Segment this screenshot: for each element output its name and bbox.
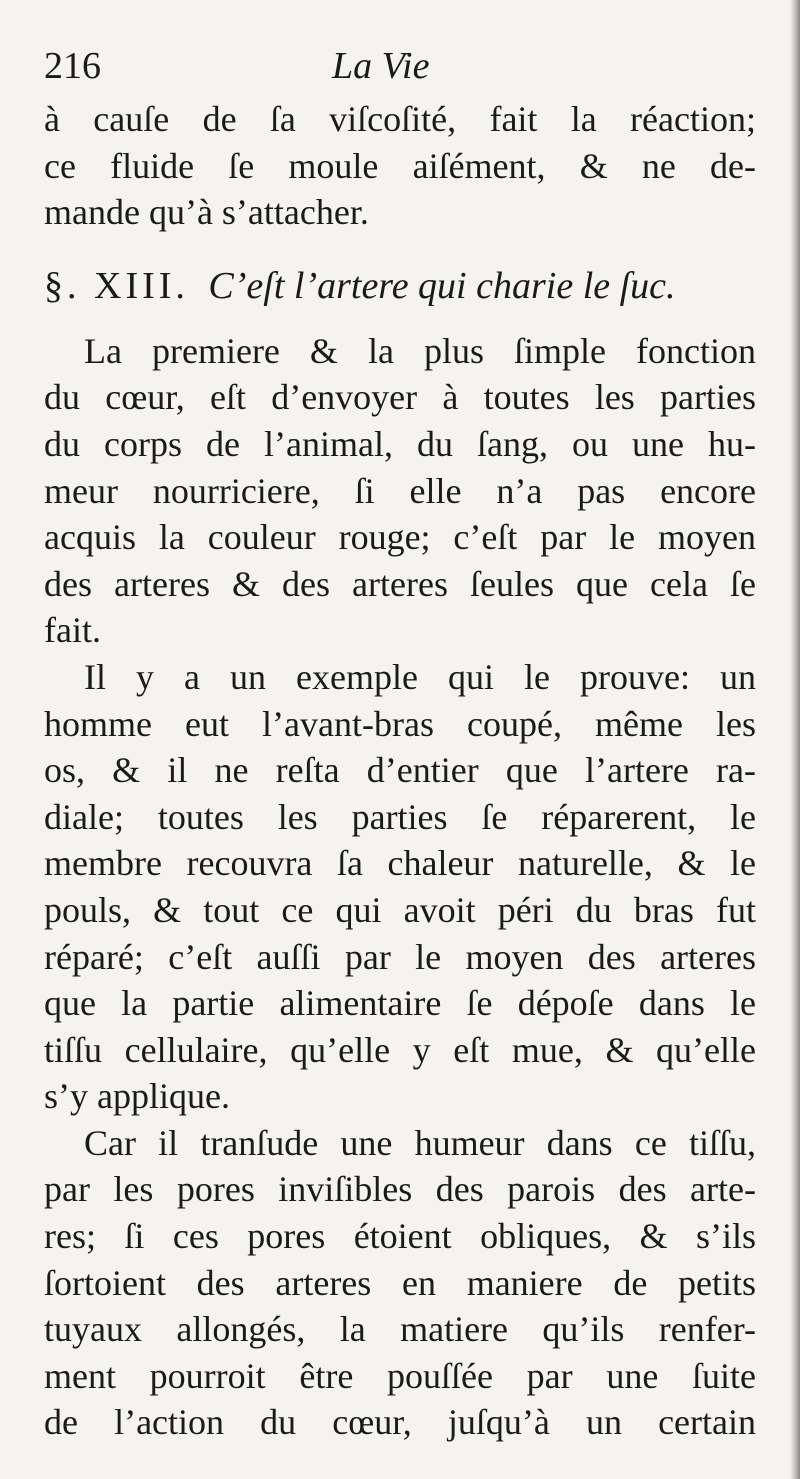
text-line: os, & il ne reſta d’entier que l’artere ra-: [44, 750, 756, 791]
text-line: fait.: [44, 610, 101, 651]
section-heading: [44, 236, 756, 328]
text-line: Il y a un exemple qui le prouve: un: [84, 656, 756, 697]
text-line: des arteres & des arteres ſeules que cela ſe: [44, 563, 756, 604]
page-number: 216: [44, 45, 101, 87]
text-line: diale; toutes les parties ſe réparerent, le: [44, 796, 756, 837]
text-line: ce fluide ſe moule aiſément, & ne de-: [44, 145, 756, 186]
paragraph-3: [44, 1120, 756, 1446]
text-line: meur nourriciere, ſi elle n’a pas encore: [44, 470, 756, 511]
text-line: du cœur, eſt d’envoyer à toutes les parties: [44, 377, 756, 418]
text-line: mande qu’à s’attacher.: [44, 192, 369, 233]
text-line: tuyaux allongés, la matiere qu’ils renfer-: [44, 1309, 756, 1350]
text-line: pouls, & tout ce qui avoit péri du bras fut: [44, 889, 756, 930]
continued-paragraph: [44, 96, 756, 236]
text-line: Car il tranſude une humeur dans ce tiſſu,: [84, 1122, 756, 1163]
text-line: tiſſu cellulaire, qu’elle y eſt mue, & qu’elle: [44, 1029, 756, 1070]
running-header: [44, 42, 744, 92]
text-line: membre recouvra ſa chaleur naturelle, & le: [44, 843, 756, 884]
text-line: que la partie alimentaire ſe dépoſe dans le: [44, 983, 756, 1024]
text-line: ſortoient des arteres en maniere de petits: [44, 1262, 756, 1303]
text-line: s’y applique.: [44, 1076, 230, 1117]
section-number: §. XIII.: [44, 264, 189, 307]
running-title: La Vie: [332, 45, 430, 87]
page-edge-shadow: [790, 0, 800, 1479]
text-line: ment pourroit être pouſſée par une ſuite: [44, 1355, 756, 1396]
paragraph-1: [44, 328, 756, 654]
text-line: res; ſi ces pores étoient obliques, & s’ils: [44, 1216, 756, 1257]
text-line: à cauſe de ſa viſcoſité, fait la réaction;: [44, 99, 756, 139]
text-line: de l’action du cœur, juſqu’à un certain: [44, 1402, 756, 1443]
text-line: homme eut l’avant-bras coupé, même les: [44, 703, 756, 744]
paragraph-2: [44, 654, 756, 1120]
text-line: par les pores inviſibles des parois des arte-: [44, 1169, 756, 1210]
section-title: C’eſt l’artere qui charie le ſuc.: [208, 264, 676, 307]
text-block: [44, 96, 756, 1446]
text-line: réparé; c’eſt auſſi par le moyen des arteres: [44, 936, 756, 977]
text-line: acquis la couleur rouge; c’eſt par le moyen: [44, 517, 756, 558]
text-line: La premiere & la plus ſimple fonction: [84, 330, 756, 371]
text-line: du corps de l’animal, du ſang, ou une hu-: [44, 423, 756, 464]
